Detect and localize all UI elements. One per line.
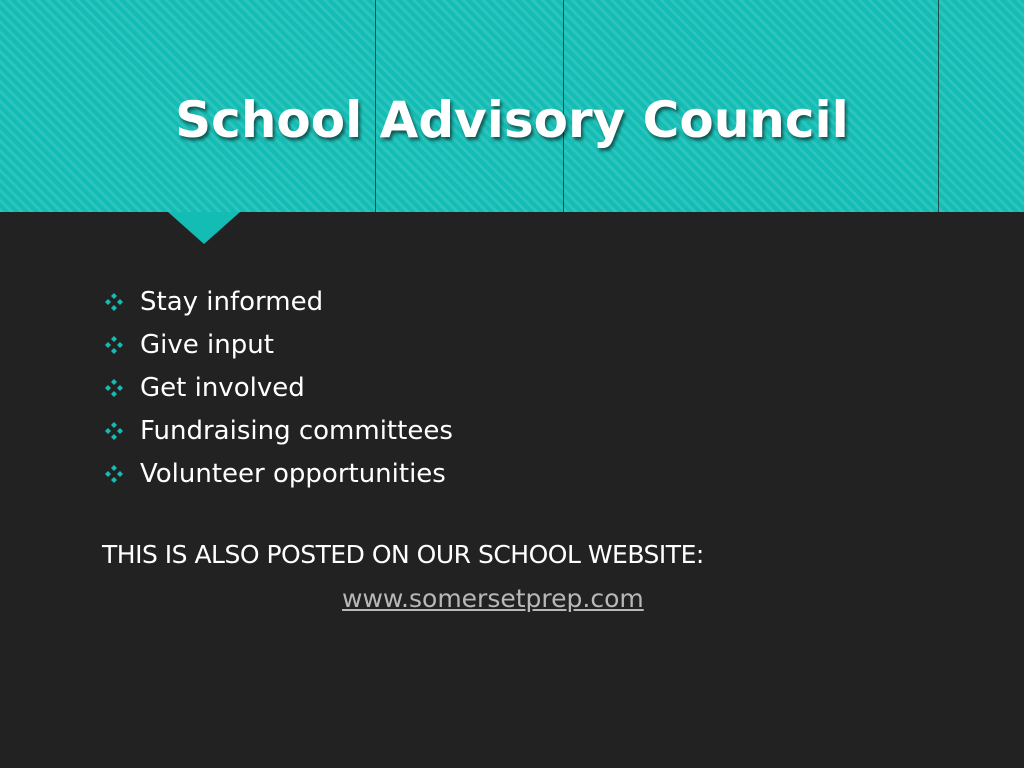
bullet-text: Give input [140,329,274,360]
bullet-text: Fundraising committees [140,415,453,446]
diamond-bullet-icon [104,335,124,355]
diamond-bullet-icon [104,292,124,312]
diamond-bullet-icon [104,464,124,484]
slide-header [0,0,1024,212]
list-item [104,323,453,366]
header-pointer [168,212,240,244]
slide-title: School Advisory Council [175,91,849,149]
bullet-text: Volunteer opportunities [140,458,446,489]
list-item [104,366,453,409]
bullet-text: Get involved [140,372,305,403]
list-item [104,452,453,495]
list-item [104,409,453,452]
bullet-list [104,280,453,495]
website-link[interactable]: www.somersetprep.com [342,584,644,613]
diamond-bullet-icon [104,378,124,398]
diamond-bullet-icon [104,421,124,441]
list-item [104,280,453,323]
bullet-text: Stay informed [140,286,324,317]
website-note: THIS IS ALSO POSTED ON OUR SCHOOL WEBSITE: [102,540,704,569]
